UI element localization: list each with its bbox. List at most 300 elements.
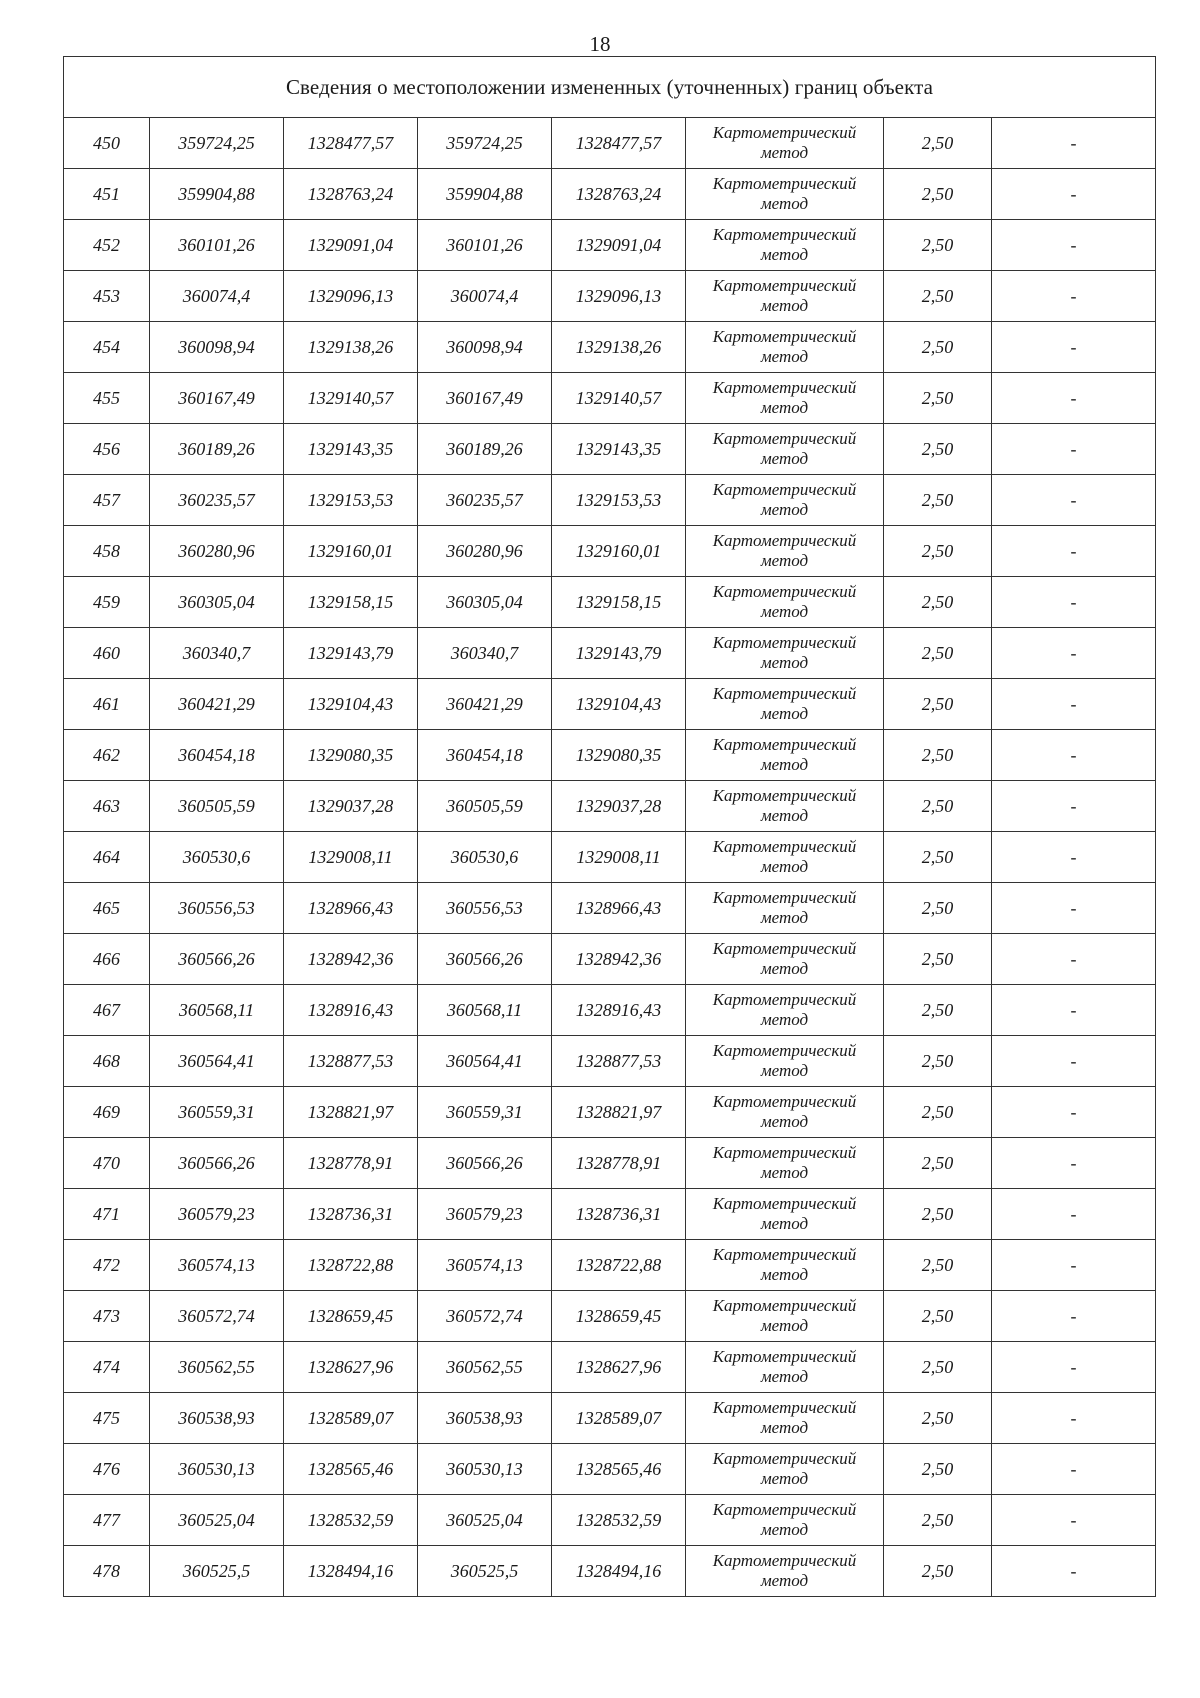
- refined-x-cell: 360421,29: [418, 679, 552, 730]
- table-row: [64, 1342, 1156, 1393]
- table-row: [64, 1138, 1156, 1189]
- mark-cell: -: [992, 577, 1156, 628]
- existing-y-cell: 1329138,26: [284, 322, 418, 373]
- point-number-cell: 476: [64, 1444, 150, 1495]
- existing-y-cell: 1328477,57: [284, 118, 418, 169]
- refined-x-cell: 360562,55: [418, 1342, 552, 1393]
- method-line-1: Картометрический: [712, 276, 857, 295]
- existing-x-cell: 360562,55: [150, 1342, 284, 1393]
- table-row: [64, 628, 1156, 679]
- method-line-1: Картометрический: [712, 1296, 857, 1315]
- method-cell: [686, 475, 884, 526]
- mark-cell: -: [992, 730, 1156, 781]
- refined-y-cell: 1328627,96: [552, 1342, 686, 1393]
- refined-y-cell: 1329160,01: [552, 526, 686, 577]
- existing-x-cell: 360556,53: [150, 883, 284, 934]
- point-number-cell: 455: [64, 373, 150, 424]
- table-row: [64, 985, 1156, 1036]
- method-line-2: метод: [760, 1112, 809, 1131]
- method-cell: [686, 883, 884, 934]
- precision-cell: 2,50: [884, 169, 992, 220]
- method-cell: [686, 1444, 884, 1495]
- method-line-1: Картометрический: [712, 633, 857, 652]
- point-number-cell: 460: [64, 628, 150, 679]
- point-number-cell: 467: [64, 985, 150, 1036]
- mark-cell: -: [992, 1087, 1156, 1138]
- method-line-2: метод: [760, 1061, 809, 1080]
- method-cell: [686, 1036, 884, 1087]
- method-cell: [686, 1291, 884, 1342]
- method-line-2: метод: [760, 500, 809, 519]
- existing-y-cell: 1328494,16: [284, 1546, 418, 1597]
- table-row: [64, 1036, 1156, 1087]
- mark-cell: -: [992, 1189, 1156, 1240]
- precision-cell: 2,50: [884, 271, 992, 322]
- refined-x-cell: 360568,11: [418, 985, 552, 1036]
- method-line-2: метод: [760, 857, 809, 876]
- refined-x-cell: 360074,4: [418, 271, 552, 322]
- existing-x-cell: 360454,18: [150, 730, 284, 781]
- method-line-1: Картометрический: [712, 327, 857, 346]
- method-line-1: Картометрический: [712, 1500, 857, 1519]
- existing-y-cell: 1329104,43: [284, 679, 418, 730]
- mark-cell: -: [992, 475, 1156, 526]
- refined-x-cell: 360525,5: [418, 1546, 552, 1597]
- mark-cell: -: [992, 883, 1156, 934]
- precision-cell: 2,50: [884, 118, 992, 169]
- mark-cell: -: [992, 169, 1156, 220]
- mark-cell: -: [992, 1342, 1156, 1393]
- table-row: [64, 526, 1156, 577]
- point-number-cell: 463: [64, 781, 150, 832]
- refined-y-cell: 1328942,36: [552, 934, 686, 985]
- precision-cell: 2,50: [884, 679, 992, 730]
- existing-y-cell: 1329143,35: [284, 424, 418, 475]
- precision-cell: 2,50: [884, 322, 992, 373]
- point-number-cell: 474: [64, 1342, 150, 1393]
- table-row: [64, 118, 1156, 169]
- method-cell: [686, 1087, 884, 1138]
- refined-x-cell: 360167,49: [418, 373, 552, 424]
- precision-cell: 2,50: [884, 1138, 992, 1189]
- table-row: [64, 1291, 1156, 1342]
- method-line-1: Картометрический: [712, 837, 857, 856]
- method-line-1: Картометрический: [712, 1449, 857, 1468]
- mark-cell: -: [992, 934, 1156, 985]
- refined-y-cell: 1329143,79: [552, 628, 686, 679]
- method-line-1: Картометрический: [712, 990, 857, 1009]
- refined-y-cell: 1328659,45: [552, 1291, 686, 1342]
- point-number-cell: 478: [64, 1546, 150, 1597]
- table-body: [64, 57, 1156, 1597]
- method-cell: [686, 169, 884, 220]
- existing-y-cell: 1328821,97: [284, 1087, 418, 1138]
- refined-x-cell: 360101,26: [418, 220, 552, 271]
- mark-cell: -: [992, 322, 1156, 373]
- precision-cell: 2,50: [884, 1393, 992, 1444]
- mark-cell: -: [992, 1036, 1156, 1087]
- mark-cell: -: [992, 1393, 1156, 1444]
- point-number-cell: 469: [64, 1087, 150, 1138]
- existing-x-cell: 359724,25: [150, 118, 284, 169]
- point-number-cell: 470: [64, 1138, 150, 1189]
- precision-cell: 2,50: [884, 628, 992, 679]
- method-line-1: Картометрический: [712, 1347, 857, 1366]
- method-cell: [686, 118, 884, 169]
- precision-cell: 2,50: [884, 934, 992, 985]
- method-cell: [686, 424, 884, 475]
- precision-cell: 2,50: [884, 475, 992, 526]
- existing-x-cell: 360235,57: [150, 475, 284, 526]
- refined-y-cell: 1328589,07: [552, 1393, 686, 1444]
- existing-y-cell: 1329160,01: [284, 526, 418, 577]
- precision-cell: 2,50: [884, 1495, 992, 1546]
- existing-x-cell: 360505,59: [150, 781, 284, 832]
- precision-cell: 2,50: [884, 730, 992, 781]
- method-line-1: Картометрический: [712, 786, 857, 805]
- refined-x-cell: 360189,26: [418, 424, 552, 475]
- refined-x-cell: 360530,6: [418, 832, 552, 883]
- precision-cell: 2,50: [884, 220, 992, 271]
- existing-x-cell: 360568,11: [150, 985, 284, 1036]
- method-cell: [686, 1240, 884, 1291]
- point-number-cell: 451: [64, 169, 150, 220]
- refined-x-cell: 360235,57: [418, 475, 552, 526]
- method-line-1: Картометрический: [712, 174, 857, 193]
- method-line-1: Картометрический: [712, 1041, 857, 1060]
- existing-x-cell: 360305,04: [150, 577, 284, 628]
- method-line-2: метод: [760, 347, 809, 366]
- existing-x-cell: 360280,96: [150, 526, 284, 577]
- method-cell: [686, 1393, 884, 1444]
- table-title: Сведения о местоположении измененных (уточненных) границ объекта: [64, 57, 1156, 118]
- precision-cell: 2,50: [884, 1444, 992, 1495]
- existing-x-cell: 360421,29: [150, 679, 284, 730]
- method-line-1: Картометрический: [712, 888, 857, 907]
- existing-x-cell: 360559,31: [150, 1087, 284, 1138]
- precision-cell: 2,50: [884, 1240, 992, 1291]
- existing-x-cell: 360566,26: [150, 1138, 284, 1189]
- point-number-cell: 464: [64, 832, 150, 883]
- precision-cell: 2,50: [884, 1189, 992, 1240]
- refined-y-cell: 1328494,16: [552, 1546, 686, 1597]
- precision-cell: 2,50: [884, 526, 992, 577]
- existing-x-cell: 360101,26: [150, 220, 284, 271]
- existing-x-cell: 360530,13: [150, 1444, 284, 1495]
- method-cell: [686, 679, 884, 730]
- refined-x-cell: 360098,94: [418, 322, 552, 373]
- existing-y-cell: 1328722,88: [284, 1240, 418, 1291]
- existing-y-cell: 1329037,28: [284, 781, 418, 832]
- refined-x-cell: 360579,23: [418, 1189, 552, 1240]
- method-line-1: Картометрический: [712, 684, 857, 703]
- mark-cell: -: [992, 424, 1156, 475]
- existing-y-cell: 1328627,96: [284, 1342, 418, 1393]
- boundary-coordinates-table: [63, 56, 1156, 1597]
- existing-x-cell: 360530,6: [150, 832, 284, 883]
- method-line-2: метод: [760, 1418, 809, 1437]
- existing-x-cell: 360579,23: [150, 1189, 284, 1240]
- refined-x-cell: 360530,13: [418, 1444, 552, 1495]
- mark-cell: -: [992, 271, 1156, 322]
- existing-x-cell: 360564,41: [150, 1036, 284, 1087]
- precision-cell: 2,50: [884, 1342, 992, 1393]
- existing-x-cell: 360572,74: [150, 1291, 284, 1342]
- refined-y-cell: 1328532,59: [552, 1495, 686, 1546]
- existing-y-cell: 1328565,46: [284, 1444, 418, 1495]
- method-line-2: метод: [760, 1214, 809, 1233]
- method-line-2: метод: [760, 1520, 809, 1539]
- point-number-cell: 465: [64, 883, 150, 934]
- method-line-2: метод: [760, 1469, 809, 1488]
- existing-x-cell: 360574,13: [150, 1240, 284, 1291]
- mark-cell: -: [992, 118, 1156, 169]
- method-line-2: метод: [760, 806, 809, 825]
- method-line-2: метод: [760, 143, 809, 162]
- refined-x-cell: 360280,96: [418, 526, 552, 577]
- refined-y-cell: 1328722,88: [552, 1240, 686, 1291]
- page-number: 18: [589, 32, 611, 56]
- method-line-2: метод: [760, 1265, 809, 1284]
- refined-x-cell: 360305,04: [418, 577, 552, 628]
- method-line-2: метод: [760, 602, 809, 621]
- refined-x-cell: 360454,18: [418, 730, 552, 781]
- method-line-2: метод: [760, 1571, 809, 1590]
- method-cell: [686, 322, 884, 373]
- point-number-cell: 477: [64, 1495, 150, 1546]
- refined-y-cell: 1328821,97: [552, 1087, 686, 1138]
- table-row: [64, 271, 1156, 322]
- refined-y-cell: 1329143,35: [552, 424, 686, 475]
- point-number-cell: 472: [64, 1240, 150, 1291]
- point-number-cell: 475: [64, 1393, 150, 1444]
- method-line-1: Картометрический: [712, 735, 857, 754]
- refined-y-cell: 1329096,13: [552, 271, 686, 322]
- method-cell: [686, 577, 884, 628]
- point-number-cell: 458: [64, 526, 150, 577]
- method-cell: [686, 1546, 884, 1597]
- table-row: [64, 475, 1156, 526]
- refined-y-cell: 1328778,91: [552, 1138, 686, 1189]
- existing-x-cell: 360525,5: [150, 1546, 284, 1597]
- refined-y-cell: 1329104,43: [552, 679, 686, 730]
- precision-cell: 2,50: [884, 1036, 992, 1087]
- mark-cell: -: [992, 985, 1156, 1036]
- method-cell: [686, 730, 884, 781]
- method-cell: [686, 985, 884, 1036]
- refined-y-cell: 1329037,28: [552, 781, 686, 832]
- method-cell: [686, 526, 884, 577]
- table-row: [64, 1546, 1156, 1597]
- method-line-1: Картометрический: [712, 582, 857, 601]
- table-row: [64, 781, 1156, 832]
- method-line-2: метод: [760, 1316, 809, 1335]
- refined-y-cell: 1329158,15: [552, 577, 686, 628]
- existing-y-cell: 1329143,79: [284, 628, 418, 679]
- existing-y-cell: 1329091,04: [284, 220, 418, 271]
- point-number-cell: 453: [64, 271, 150, 322]
- point-number-cell: 471: [64, 1189, 150, 1240]
- refined-y-cell: 1329140,57: [552, 373, 686, 424]
- method-line-1: Картометрический: [712, 1398, 857, 1417]
- table-row: [64, 169, 1156, 220]
- precision-cell: 2,50: [884, 424, 992, 475]
- method-line-1: Картометрический: [712, 1143, 857, 1162]
- method-cell: [686, 628, 884, 679]
- refined-x-cell: 360566,26: [418, 1138, 552, 1189]
- existing-y-cell: 1328589,07: [284, 1393, 418, 1444]
- method-line-1: Картометрический: [712, 1092, 857, 1111]
- table-row: [64, 1495, 1156, 1546]
- method-cell: [686, 1342, 884, 1393]
- existing-y-cell: 1329158,15: [284, 577, 418, 628]
- refined-x-cell: 360566,26: [418, 934, 552, 985]
- existing-y-cell: 1328916,43: [284, 985, 418, 1036]
- point-number-cell: 459: [64, 577, 150, 628]
- existing-x-cell: 360189,26: [150, 424, 284, 475]
- point-number-cell: 450: [64, 118, 150, 169]
- existing-x-cell: 360098,94: [150, 322, 284, 373]
- method-cell: [686, 781, 884, 832]
- mark-cell: -: [992, 1138, 1156, 1189]
- table-title-row: [64, 57, 1156, 118]
- method-line-2: метод: [760, 959, 809, 978]
- method-line-1: Картометрический: [712, 429, 857, 448]
- point-number-cell: 452: [64, 220, 150, 271]
- existing-x-cell: 360566,26: [150, 934, 284, 985]
- mark-cell: -: [992, 832, 1156, 883]
- point-number-cell: 461: [64, 679, 150, 730]
- method-line-1: Картометрический: [712, 225, 857, 244]
- existing-y-cell: 1329140,57: [284, 373, 418, 424]
- table-row: [64, 934, 1156, 985]
- refined-x-cell: 359904,88: [418, 169, 552, 220]
- refined-y-cell: 1328916,43: [552, 985, 686, 1036]
- refined-y-cell: 1328966,43: [552, 883, 686, 934]
- point-number-cell: 454: [64, 322, 150, 373]
- mark-cell: -: [992, 1291, 1156, 1342]
- method-line-1: Картометрический: [712, 123, 857, 142]
- refined-x-cell: 360505,59: [418, 781, 552, 832]
- method-line-2: метод: [760, 653, 809, 672]
- method-cell: [686, 1495, 884, 1546]
- precision-cell: 2,50: [884, 883, 992, 934]
- precision-cell: 2,50: [884, 577, 992, 628]
- existing-y-cell: 1328736,31: [284, 1189, 418, 1240]
- method-line-2: метод: [760, 1163, 809, 1182]
- point-number-cell: 473: [64, 1291, 150, 1342]
- table-row: [64, 883, 1156, 934]
- method-line-2: метод: [760, 449, 809, 468]
- existing-y-cell: 1328942,36: [284, 934, 418, 985]
- mark-cell: -: [992, 628, 1156, 679]
- method-line-2: метод: [760, 551, 809, 570]
- point-number-cell: 462: [64, 730, 150, 781]
- precision-cell: 2,50: [884, 1291, 992, 1342]
- method-cell: [686, 1138, 884, 1189]
- method-cell: [686, 373, 884, 424]
- method-line-2: метод: [760, 245, 809, 264]
- table-row: [64, 1444, 1156, 1495]
- existing-y-cell: 1329153,53: [284, 475, 418, 526]
- existing-y-cell: 1328966,43: [284, 883, 418, 934]
- refined-x-cell: 360525,04: [418, 1495, 552, 1546]
- table-row: [64, 322, 1156, 373]
- refined-y-cell: 1328763,24: [552, 169, 686, 220]
- mark-cell: -: [992, 781, 1156, 832]
- table-row: [64, 679, 1156, 730]
- table-row: [64, 730, 1156, 781]
- table-row: [64, 1240, 1156, 1291]
- refined-x-cell: 360564,41: [418, 1036, 552, 1087]
- existing-x-cell: 360538,93: [150, 1393, 284, 1444]
- method-line-2: метод: [760, 908, 809, 927]
- method-line-2: метод: [760, 398, 809, 417]
- table-row: [64, 1189, 1156, 1240]
- table-row: [64, 220, 1156, 271]
- existing-y-cell: 1329080,35: [284, 730, 418, 781]
- existing-y-cell: 1328659,45: [284, 1291, 418, 1342]
- mark-cell: -: [992, 526, 1156, 577]
- refined-y-cell: 1328565,46: [552, 1444, 686, 1495]
- method-line-1: Картометрический: [712, 531, 857, 550]
- existing-y-cell: 1329096,13: [284, 271, 418, 322]
- point-number-cell: 468: [64, 1036, 150, 1087]
- table-row: [64, 1393, 1156, 1444]
- method-line-2: метод: [760, 704, 809, 723]
- method-line-1: Картометрический: [712, 939, 857, 958]
- table-row: [64, 832, 1156, 883]
- method-line-1: Картометрический: [712, 1194, 857, 1213]
- refined-y-cell: 1328736,31: [552, 1189, 686, 1240]
- method-line-2: метод: [760, 1010, 809, 1029]
- refined-x-cell: 360556,53: [418, 883, 552, 934]
- precision-cell: 2,50: [884, 832, 992, 883]
- method-line-2: метод: [760, 755, 809, 774]
- mark-cell: -: [992, 1240, 1156, 1291]
- method-cell: [686, 832, 884, 883]
- precision-cell: 2,50: [884, 1087, 992, 1138]
- refined-x-cell: 360340,7: [418, 628, 552, 679]
- method-line-1: Картометрический: [712, 1551, 857, 1570]
- refined-x-cell: 360574,13: [418, 1240, 552, 1291]
- precision-cell: 2,50: [884, 373, 992, 424]
- existing-x-cell: 360074,4: [150, 271, 284, 322]
- table-row: [64, 577, 1156, 628]
- method-cell: [686, 1189, 884, 1240]
- refined-y-cell: 1329138,26: [552, 322, 686, 373]
- existing-y-cell: 1328778,91: [284, 1138, 418, 1189]
- mark-cell: -: [992, 1495, 1156, 1546]
- existing-y-cell: 1328877,53: [284, 1036, 418, 1087]
- point-number-cell: 457: [64, 475, 150, 526]
- point-number-cell: 456: [64, 424, 150, 475]
- precision-cell: 2,50: [884, 781, 992, 832]
- method-cell: [686, 934, 884, 985]
- existing-y-cell: 1328532,59: [284, 1495, 418, 1546]
- refined-x-cell: 360572,74: [418, 1291, 552, 1342]
- refined-x-cell: 360559,31: [418, 1087, 552, 1138]
- mark-cell: -: [992, 679, 1156, 730]
- method-line-1: Картометрический: [712, 480, 857, 499]
- existing-x-cell: 360340,7: [150, 628, 284, 679]
- precision-cell: 2,50: [884, 985, 992, 1036]
- method-line-2: метод: [760, 1367, 809, 1386]
- mark-cell: -: [992, 1444, 1156, 1495]
- method-line-1: Картометрический: [712, 378, 857, 397]
- refined-x-cell: 359724,25: [418, 118, 552, 169]
- table-row: [64, 424, 1156, 475]
